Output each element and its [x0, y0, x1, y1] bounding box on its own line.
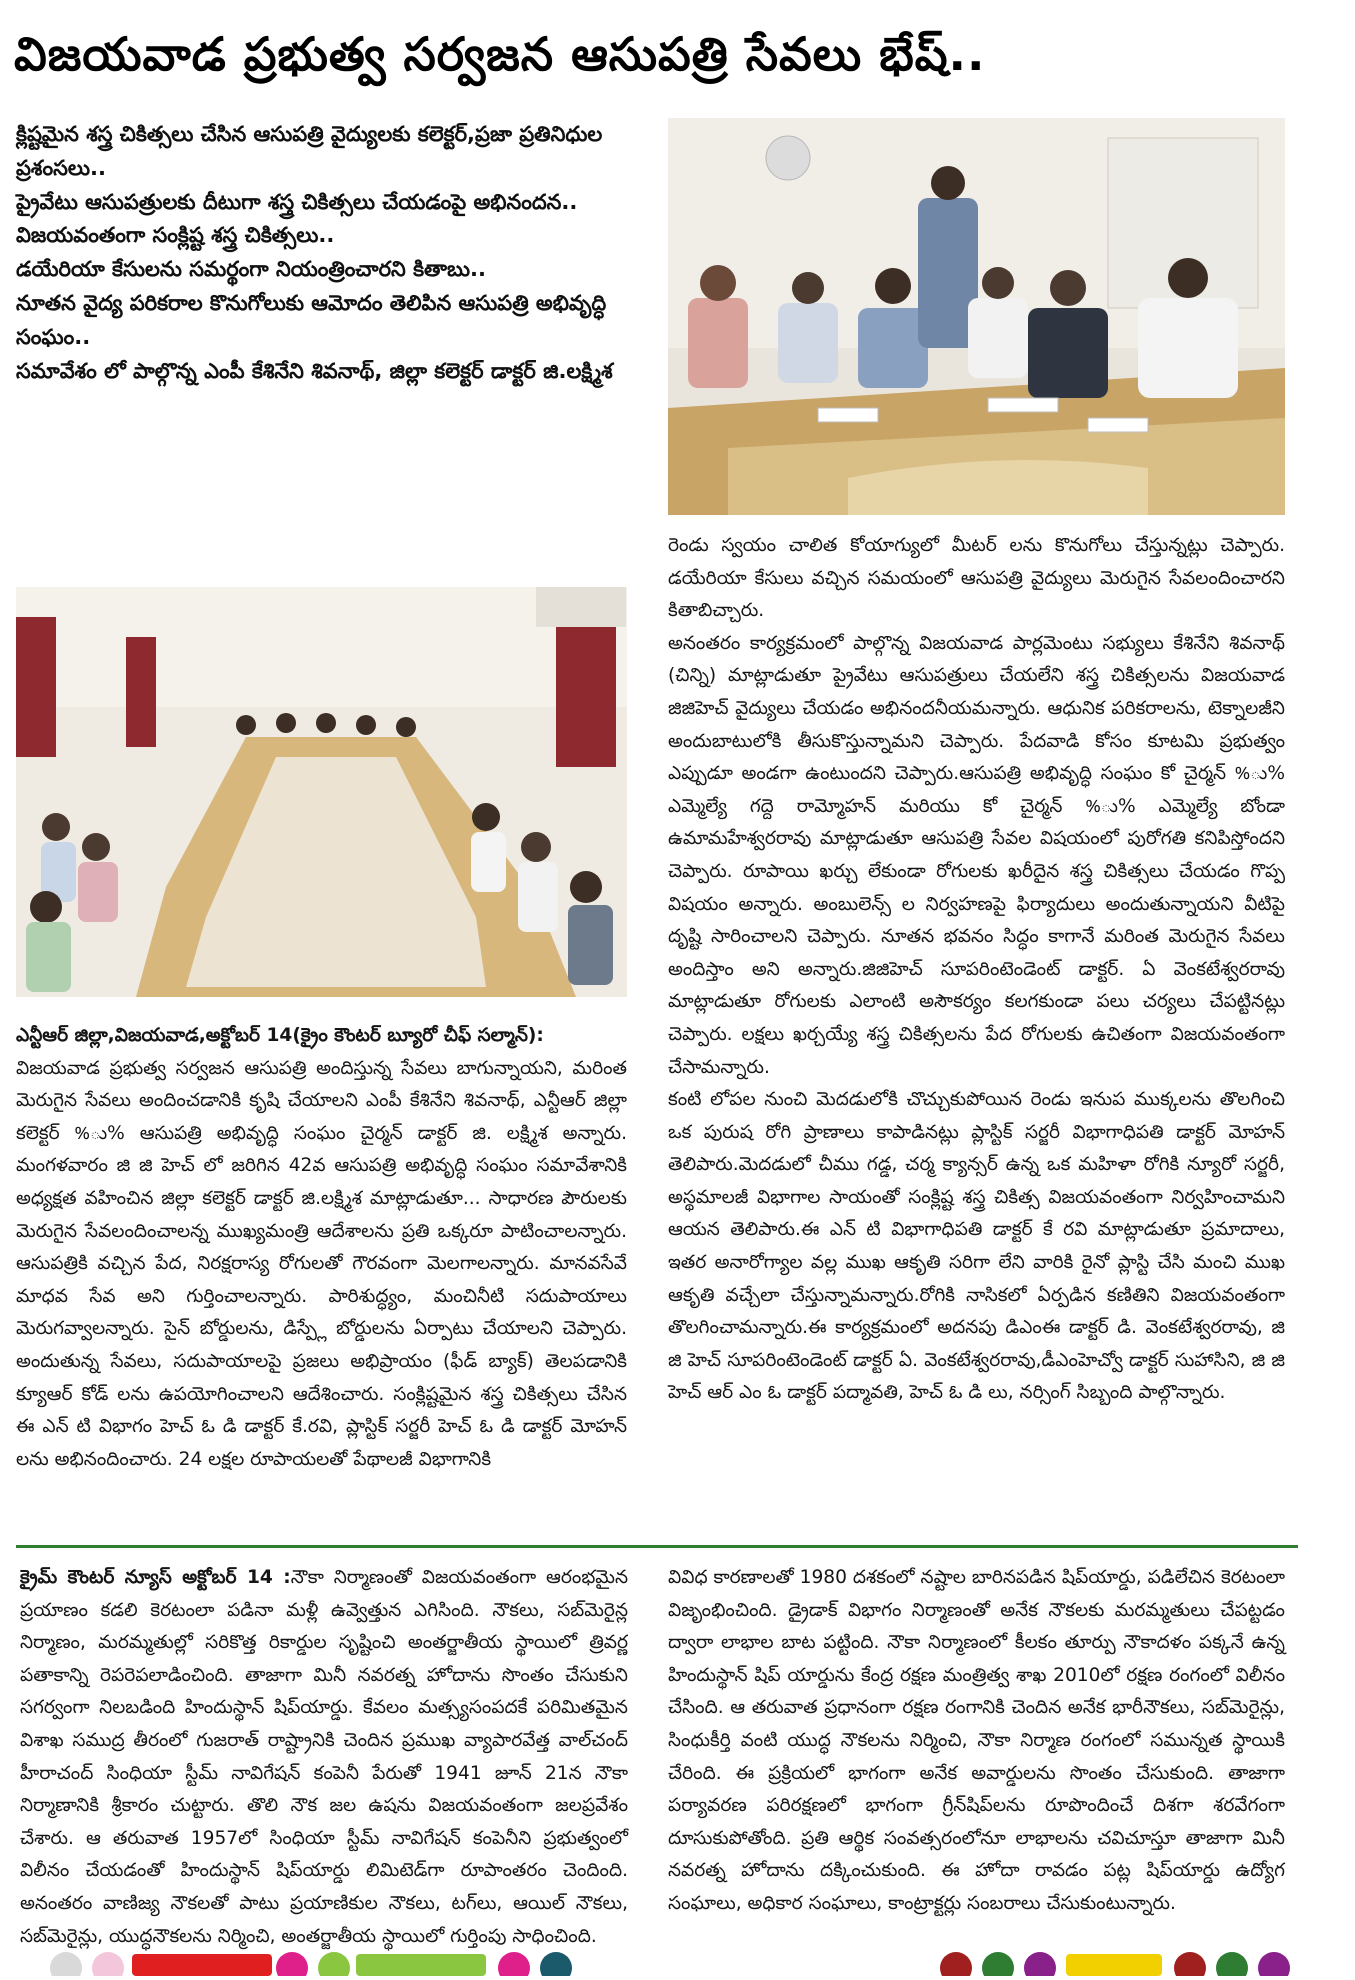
section-divider [16, 1545, 1298, 1548]
highlights-list [16, 118, 626, 388]
highlight-item: నూతన వైద్య పరికరాల కొనుగోలుకు ఆమోదం తెలిపిన ఆసుపత్రి అభివృద్ధి సంఘం.. [16, 290, 607, 349]
conference-hall-photo [16, 587, 627, 997]
highlight-item: క్లిష్టమైన శస్త్ర చికిత్సలు చేసిన ఆసుపత్రి వైద్యులకు కలెక్టర్,ప్రజా ప్రతినిధుల ప్రశంసలు.. [16, 122, 603, 180]
right-article-paragraph: రెండు స్వయం చాలిత కోయాగ్యులో మీటర్ లను కొనుగోలు చేస్తున్నట్లు చెప్పారు. డయేరియా కేసులు వచ్చిన సమయంలో ఆసుపత్రి వైద్యులు మెరుగైన సేవలందించారని కితాబిచ్చారు. [668, 535, 1285, 622]
left-article [16, 1020, 627, 1476]
right-article-paragraph: కంటి లోపల నుంచి మెదడులోకి చొచ్చుకుపోయిన రెండు ఇనుప ముక్కలను తొలగించి ఒక పురుష రోగి ప్రాణాలు కాపాడినట్లు ప్లాస్టిక్ సర్జరీ విభాగాధిపతి డాక్టర్ మోహన్ తెలిపారు.మెదడులో చీము గడ్డ, చర్మ క్యాన్సర్ ఉన్న ఒక మహిళా రోగికి న్యూరో సర్జరీ, అస్థమాలజీ విభాగాల సాయంతో సంక్లిష్ట శస్త్ర చికిత్స విజయవంతంగా నిర్వహించామని ఆయన తెలిపారు.ఈ ఎన్ టి విభాగాధిపతి డాక్టర్ కే రవి మాట్లాడుతూ ప్రమాదాలు, ఇతర అనారోగ్యాల వల్ల ముఖ ఆకృతి సరిగా లేని వారికి రైనో ప్లాస్టి చేసి మంచి ముఖ ఆకృతి వచ్చేలా చేస్తున్నామన్నారు.రోగికి నాసికలో ఏర్పడిన కణితిని విజయవంతంగా తొలగించామన్నారు.ఈ కార్యక్రమంలో అదనపు డిఎంఈ డాక్టర్ డి. వెంకటేశ్వరరావు, జి జి హెచ్ సూపరింటెండెంట్ డాక్టర్ ఏ. వెంకటేశ్వరరావు,డీఎంహెచ్వో డాక్టర్ సుహాసిని, జి జి హెచ్ ఆర్ ఎం ఓ డాక్టర్ పద్మావతి, హెచ్ ఓ డి లు, నర్సింగ్ సిబ్బంది పాల్గొన్నారు. [668, 1089, 1285, 1404]
highlight-item: సమావేశం లో పాల్గొన్న ఎంపీ కేశినేని శివనాథ్, జిల్లా కలెక్టర్ డాక్టర్ జి.లక్ష్మిశ [16, 358, 613, 383]
highlight-item: ప్రైవేటు ఆసుపత్రులకు దీటుగా శస్త్ర చికిత్సలు చేయడంపై అభినందన.. [16, 189, 578, 214]
right-article [668, 530, 1285, 1410]
bottom-right-article [668, 1562, 1285, 1921]
bottom-left-dateline: క్రైమ్ కౌంటర్ న్యూస్ అక్టోబర్ 14 : [20, 1567, 291, 1588]
right-article-paragraph: అనంతరం కార్యక్రమంలో పాల్గొన్న విజయవాడ పార్లమెంటు సభ్యులు కేశినేని శివనాథ్ (చిన్ని) మాట్లాడుతూ ప్రైవేటు ఆసుపత్రులు చేయలేని శస్త్ర చికిత్సలను విజయవాడ జిజిహెచ్ వైద్యులు చేయడం అభినందనీయమన్నారు. ఆధునిక పరికరాలను, టెక్నాలజీని అందుబాటులోకి తీసుకొస్తున్నామని చెప్పారు. పేదవాడి కోసం కూటమి ప్రభుత్వం ఎప్పుడూ అండగా ఉంటుందని చెప్పారు.ఆసుపత్రి అభివృద్ధి సంఘం కో చైర్మన్ %ు% ఎమ్మెల్యే గద్దె రామ్మోహన్ మరియు కో చైర్మన్ %ు% ఎమ్మెల్యే బోండా ఉమామహేశ్వరరావు మాట్లాడుతూ ఆసుపత్రి సేవల విషయంలో పురోగతి కనిపిస్తోందని చెప్పారు. రూపాయి ఖర్చు లేకుండా రోగులకు ఖరీదైన శస్త్ర చికిత్సలు చేయడం గొప్ప విషయం అన్నారు. అంబులెన్స్ ల నిర్వహణపై ఫిర్యాదులు అందుతున్నాయని వీటిపై దృష్టి సారించాలని చెప్పారు. నూతన భవనం సిద్ధం కాగానే మరింత మెరుగైన సేవలు అందిస్తాం అని అన్నారు.జిజిహెచ్ సూపరింటెండెంట్ డాక్టర్. ఏ వెంకటేశ్వరరావు మాట్లాడుతూ రోగులకు ఎలాంటి అసౌకర్యం కలగకుండా పలు చర్యలు చేపట్టినట్లు చెప్పారు. లక్షలు ఖర్చయ్యే శస్త్ర చికిత్సలను పేద రోగులకు ఉచితంగా విజయవంతంగా చేసామన్నారు. [668, 632, 1285, 1078]
bottom-left-body: నౌకా నిర్మాణంతో విజయవంతంగా ఆరంభమైన ప్రయాణం కడలి కెరటంలా పడినా మళ్లీ ఉవ్వెత్తున ఎగిసింది. నౌకలు, సబ్‌మెరైన్ల నిర్మాణం, మరమ్మతుల్లో సరికొత్త రికార్డుల సృష్టించి అంతర్జాతీయ స్థాయిలో త్రివర్ణ పతాకాన్ని రెపరెపలాడించింది. తాజాగా మినీ నవరత్న హోదాను సొంతం చేసుకుని సగర్వంగా నిలబడింది హిందుస్థాన్ షిప్‌యార్డు. కేవలం మత్స్యసంపదకే పరిమితమైన విశాఖ సముద్ర తీరంలో గుజరాత్ రాష్ట్రానికి చెందిన ప్రముఖ వ్యాపారవేత్త వాల్‌చంద్ హీరాచంద్ సింధియా స్టీమ్ నావిగేషన్ కంపెనీ పేరుతో 1941 జూన్ 21న నౌకా నిర్మాణానికి శ్రీకారం చుట్టారు. తొలి నౌక జల ఉషను విజయవంతంగా జలప్రవేశం చేశారు. ఆ తరువాత 1957లో సింధియా స్టీమ్ నావిగేషన్ కంపెనీని ప్రభుత్వంలో విలీనం చేయడంతో హిందుస్థాన్ షిప్‌యార్డు లిమిటెడ్‌గా రూపాంతరం చెందింది. అనంతరం వాణిజ్య నౌకలతో పాటు ప్రయాణికుల నౌకలు, టగ్‌లు, ఆయిల్ నౌకలు, సబ్‌మెరైన్లు, యుద్ధనౌకలను నిర్మించి, అంతర్జాతీయ స్థాయిలో గుర్తింపు సాధించింది. [20, 1567, 628, 1947]
meeting-photo [668, 118, 1285, 515]
bottom-right-body: వివిధ కారణాలతో 1980 దశకంలో నష్టాల బారినపడిన షిప్‌యార్డు, పడిలేచిన కెరటంలా విజృంభించింది. డ్రైడాక్ విభాగం నిర్మాణంతో అనేక నౌకలకు మరమ్మతులు చేపట్టడం ద్వారా లాభాల బాట పట్టింది. నౌకా నిర్మాణంలో కీలకం తూర్పు నౌకాదళం పక్కనే ఉన్న హిందుస్థాన్ షిప్ యార్డును కేంద్ర రక్షణ మంత్రిత్వ శాఖ 2010లో రక్షణ రంగంలో విలీనం చేసింది. ఆ తరువాత ప్రధానంగా రక్షణ రంగానికి చెందిన అనేక భారీనౌకలు, సబ్‌మెరైన్లు, సింధుకీర్తి వంటి యుద్ధ నౌకలను నిర్మించి, నౌకా నిర్మాణ రంగంలో సమున్నత స్థాయికి చేరింది. ఈ ప్రక్రియలో భాగంగా అనేక అవార్డులను సొంతం చేసుకుంది. తాజాగా పర్యావరణ పరిరక్షణలో భాగంగా గ్రీన్‌షిప్‌లను రూపొందించే దిశగా శరవేగంగా దూసుకుపోతోంది. ప్రతి ఆర్థిక సంవత్సరంలోనూ లాభాలను చవిచూస్తూ తాజాగా మినీ నవరత్న హోదాను దక్కించుకుంది. ఈ హోదా రావడం పట్ల షిప్‌యార్డు ఉద్యోగ సంఘాలు, అధికార సంఘాలు, కాంట్రాక్టర్లు సంబరాలు చేసుకుంటున్నారు. [668, 1567, 1285, 1914]
bottom-left-article [20, 1562, 628, 1953]
page-headline: విజయవాడ ప్రభుత్వ సర్వజన ఆసుపత్రి సేవలు భేష్.. [14, 27, 986, 81]
left-article-body: విజయవాడ ప్రభుత్వ సర్వజన ఆసుపత్రి అందిస్తున్న సేవలు బాగున్నాయని, మరింత మెరుగైన సేవలు అందించడానికి కృషి చేయాలని ఎంపీ కేశినేని శివనాథ్, ఎన్టీఆర్ జిల్లా కలెక్టర్ %ు% ఆసుపత్రి అభివృద్ధి సంఘం చైర్మన్ డాక్టర్ జి. లక్ష్మిశ అన్నారు. మంగళవారం జి జి హెచ్ లో జరిగిన 42వ ఆసుపత్రి అభివృద్ధి సంఘం సమావేశానికి అధ్యక్షత వహించిన జిల్లా కలెక్టర్ డాక్టర్ జి.లక్ష్మిశ మాట్లాడుతూ... సాధారణ పౌరులకు మెరుగైన సేవలందించాలన్న ముఖ్యమంత్రి ఆదేశాలను ప్రతి ఒక్కరూ పాటించాలన్నారు. ఆసుపత్రికి వచ్చిన పేద, నిరక్షరాస్య రోగులతో గౌరవంగా మెలగాలన్నారు. మానవసేవే మాధవ సేవ అని గుర్తించాలన్నారు. పారిశుద్ధ్యం, మంచినీటి సదుపాయాలు మెరుగవ్వాలన్నారు. సైన్ బోర్డులను, డిస్ప్లే బోర్డులను ఏర్పాటు చేయాలని చెప్పారు. అందుతున్న సేవలు, సదుపాయాలపై ప్రజలు అభిప్రాయం (ఫీడ్ బ్యాక్) తెలపడానికి క్యూఆర్ కోడ్ లను ఉపయోగించాలని ఆదేశించారు. సంక్లిష్టమైన శస్త్ర చికిత్సలు చేసిన ఈ ఎన్ టి విభాగం హెచ్ ఓ డి డాక్టర్ కే.రవి, ప్లాస్టిక్ సర్జరీ హెచ్ ఓ డి డాక్టర్ మోహన్ లను అభినందించారు. 24 లక్షల రూపాయలతో పేథాలజీ విభాగానికి [16, 1057, 627, 1470]
left-article-dateline: ఎన్టీఆర్ జిల్లా,విజయవాడ,అక్టోబర్ 14(క్రైం కౌంటర్ బ్యూరో చీఫ్ సల్మాన్): [16, 1025, 544, 1046]
decorative-color-strip [0, 1944, 1355, 1976]
highlight-item: విజయవంతంగా సంక్లిష్ట శస్త్ర చికిత్సలు.. [16, 223, 335, 248]
highlight-item: డయేరియా కేసులను సమర్థంగా నియంత్రించారని కితాబు.. [16, 257, 486, 282]
